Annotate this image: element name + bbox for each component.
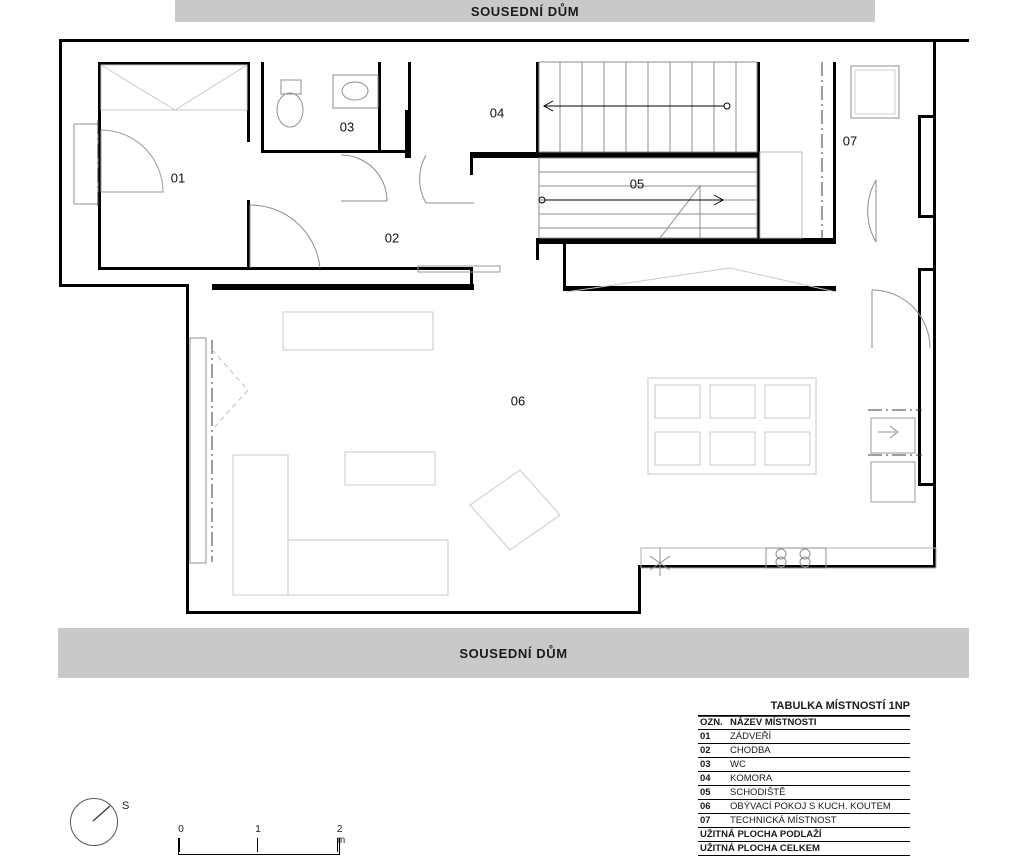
cell-name: CHODBA [728,744,910,758]
cell-code: 07 [698,814,728,828]
room-label-02: 02 [384,230,400,246]
room-label-05: 05 [629,176,645,192]
table-row [698,800,910,814]
cell-name: TECHNICKÁ MÍSTNOST [728,814,910,828]
neighbour-house-bottom-label: SOUSEDNÍ DŮM [459,645,568,661]
room-label-04: 04 [489,105,505,121]
room-label-01: 01 [170,170,186,186]
scale-tick-2: 2 m [336,824,346,846]
cell-code: 06 [698,800,728,814]
total-area-label: UŽITNÁ PLOCHA CELKEM [698,842,910,856]
compass-needle-icon [70,798,116,844]
neighbour-house-top-label: SOUSEDNÍ DŮM [470,3,580,19]
table-row [698,772,910,786]
room-label-03: 03 [339,119,355,135]
room-label-06: 06 [510,393,526,409]
cell-name: SCHODIŠTĚ [728,786,910,800]
total-floor-area-label: UŽITNÁ PLOCHA PODLAŽÍ [698,828,910,842]
cell-name: WC [728,758,910,772]
room-schedule [698,700,910,856]
cell-code: 02 [698,744,728,758]
table-row [698,758,910,772]
room-schedule-table [698,716,910,828]
room-schedule-totals [698,828,910,856]
cell-code: 03 [698,758,728,772]
table-row [698,814,910,828]
cell-code: 04 [698,772,728,786]
scale-tick-0: 0 [178,824,184,835]
cell-code: 01 [698,730,728,744]
cell-name: KOMORA [728,772,910,786]
column-header-name: NÁZEV MÍSTNOSTI [728,716,910,730]
neighbour-house-top [175,0,875,22]
column-header-code: OZN. [698,716,728,730]
table-row-header [698,716,910,730]
table-row [698,744,910,758]
table-row [698,786,910,800]
cell-name: ZÁDVEŘÍ [728,730,910,744]
room-schedule-title: TABULKA MÍSTNOSTÍ 1NP [698,700,910,716]
room-label-07: 07 [842,133,858,149]
table-row [698,730,910,744]
scale-tick-1: 1 [255,824,261,835]
scale-bar [178,824,346,855]
compass-north-label: S [122,800,130,812]
neighbour-house-bottom [58,628,969,678]
cell-name: OBÝVACÍ POKOJ S KUCH. KOUTEM [728,800,910,814]
cell-code: 05 [698,786,728,800]
